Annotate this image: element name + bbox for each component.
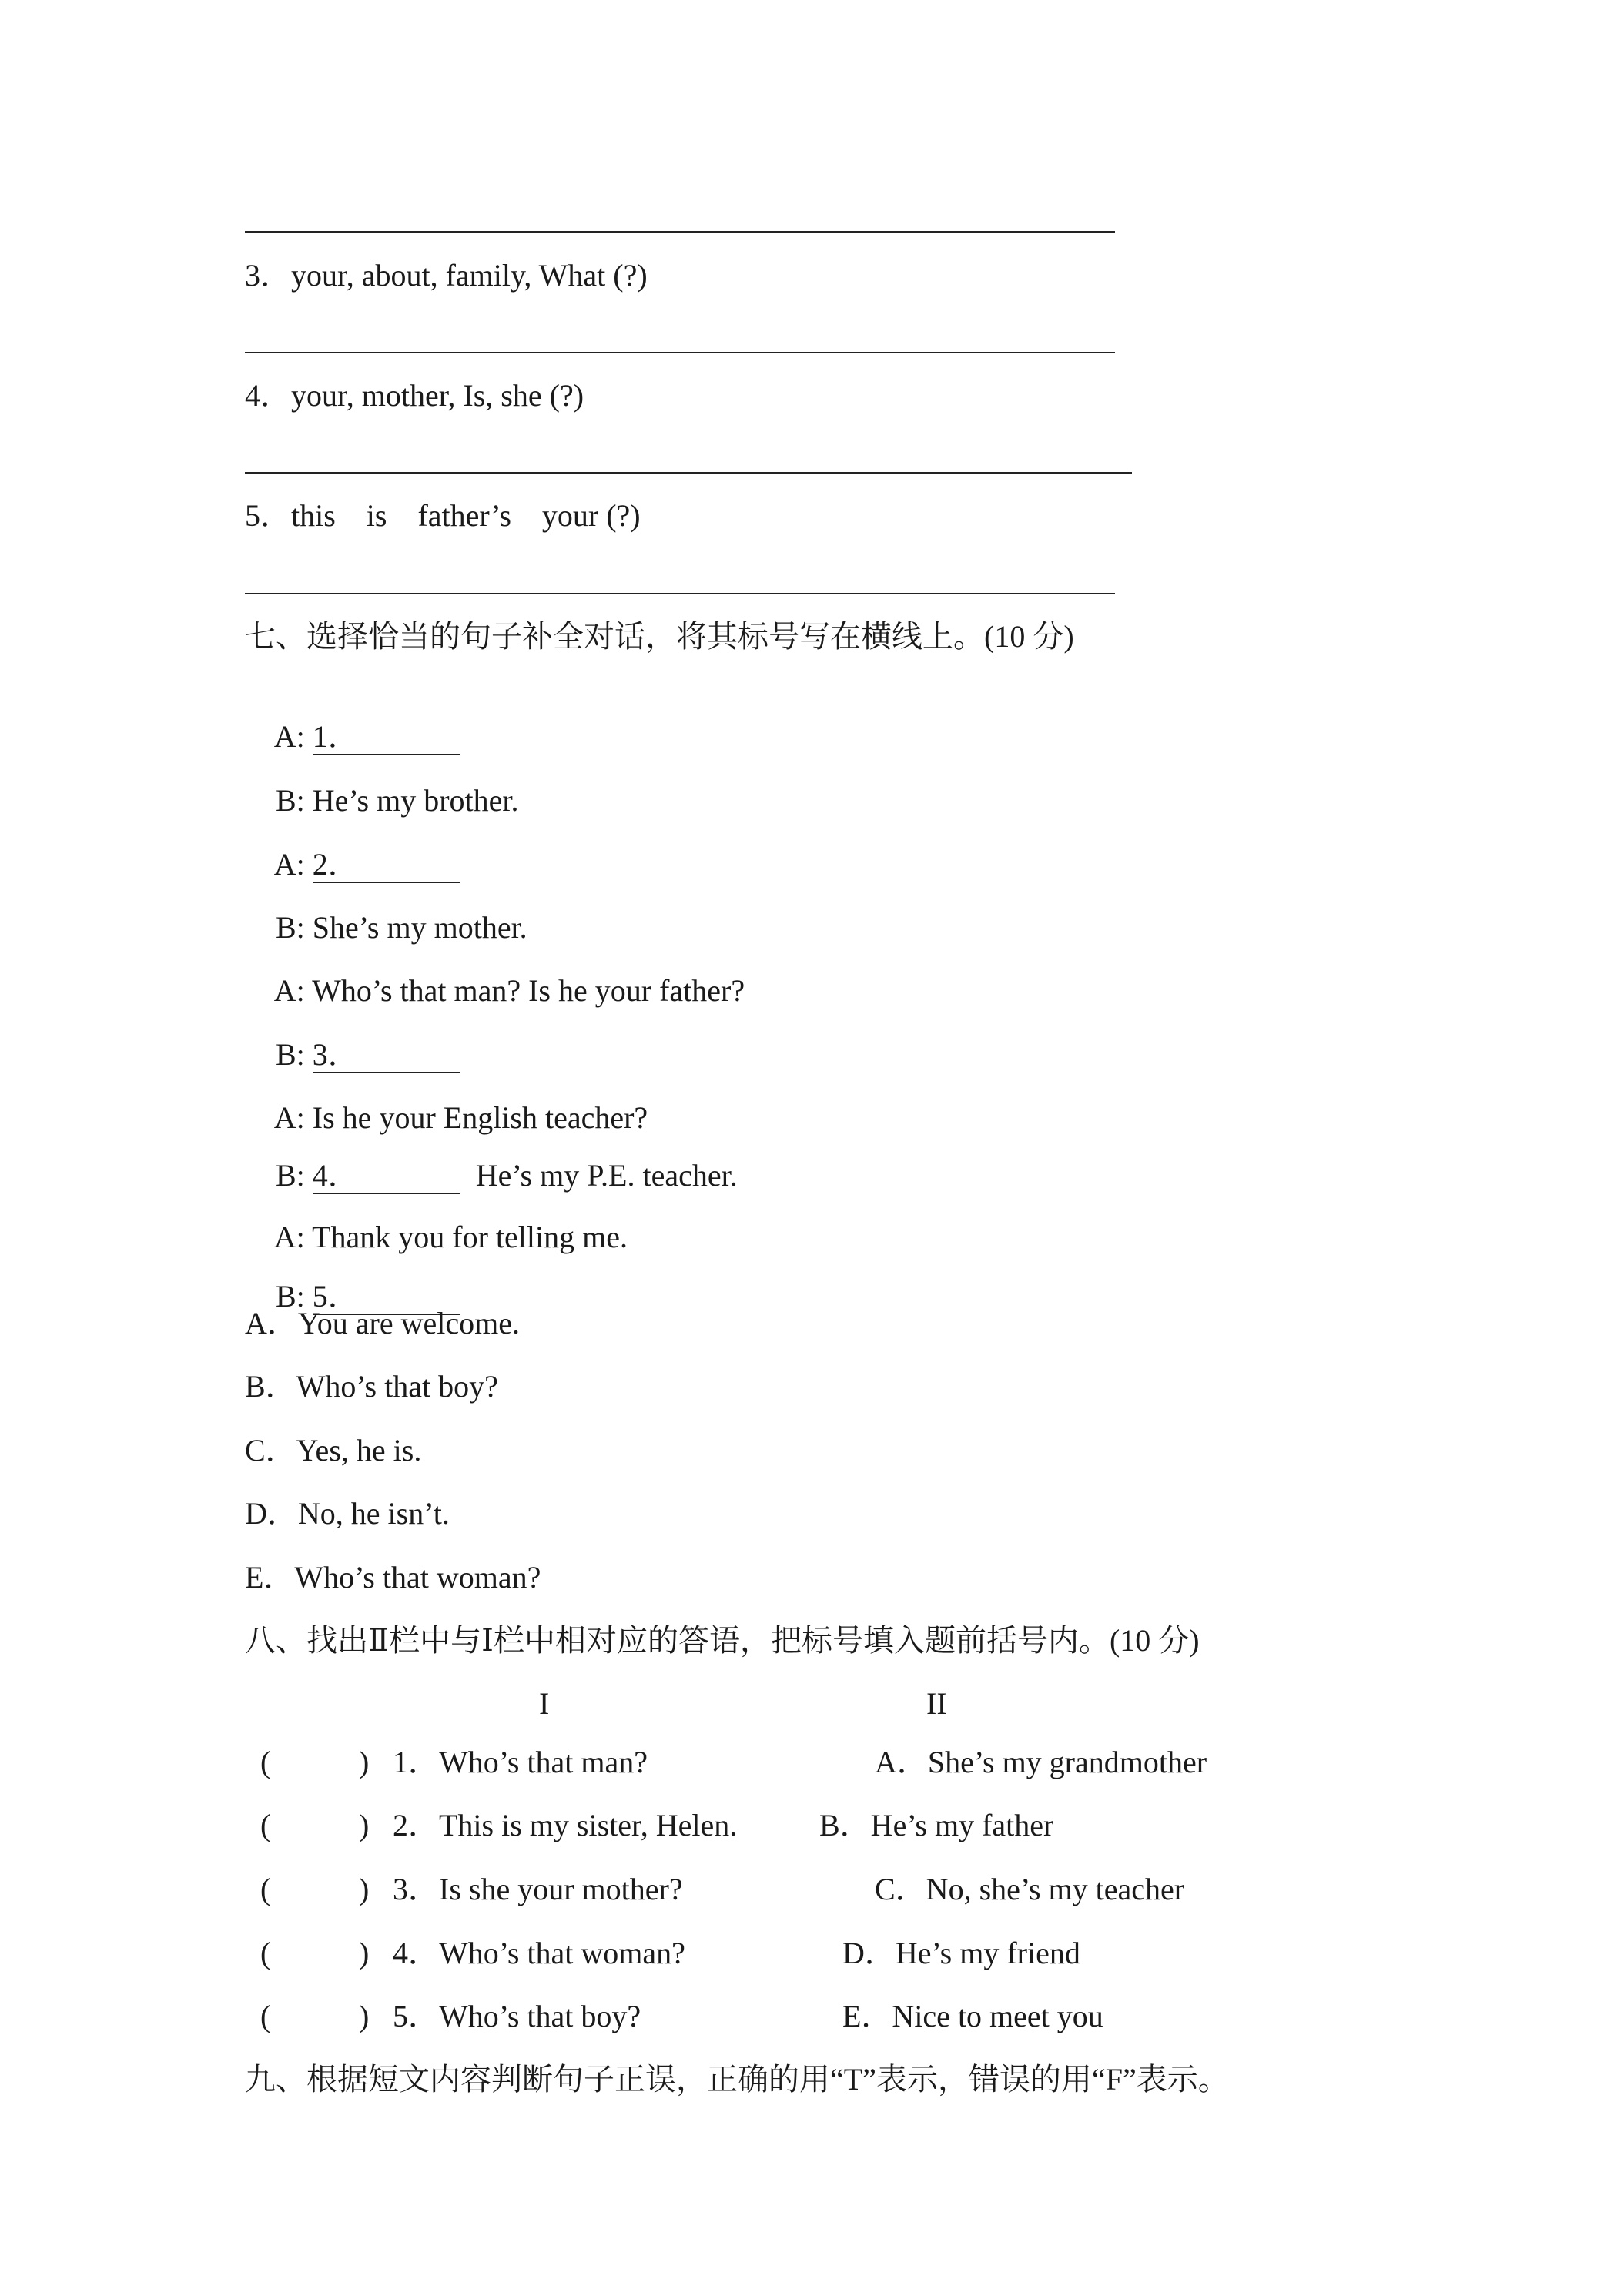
- match-question: 5．Who’s that boy?: [393, 1999, 641, 2033]
- answer-line[interactable]: [245, 352, 1115, 353]
- speaker-label: A:: [273, 973, 313, 1008]
- section-heading: 八、找出Ⅱ栏中与Ⅰ栏中相对应的答语，把标号填入题前括号内。(10 分): [245, 1623, 1200, 1658]
- option-item: C．Yes, he is.: [245, 1433, 422, 1468]
- speaker-label: B:: [276, 1158, 313, 1193]
- answer-blank[interactable]: 2．: [313, 848, 460, 883]
- dialogue-text: Who’s that man? Is he your father?: [312, 973, 745, 1008]
- answer-paren-open[interactable]: (: [260, 1745, 271, 1779]
- match-answer: B．He’s my father: [819, 1808, 1054, 1842]
- answer-blank[interactable]: 4．: [313, 1159, 460, 1194]
- section-heading: 七、选择恰当的句子补全对话，将其标号写在横线上。(10 分): [245, 619, 1074, 654]
- option-item: B．Who’s that boy?: [245, 1369, 498, 1404]
- dialogue-text: She’s my mother.: [312, 910, 527, 945]
- answer-line[interactable]: [245, 593, 1115, 594]
- option-item: E．Who’s that woman?: [245, 1560, 541, 1595]
- answer-paren-close: ): [359, 1745, 370, 1779]
- answer-blank[interactable]: 1．: [313, 720, 460, 755]
- dialogue-text: Thank you for telling me.: [312, 1220, 628, 1254]
- option-item: D．No, he isn’t.: [245, 1496, 450, 1531]
- match-question: 1．Who’s that man?: [393, 1745, 648, 1779]
- column-header-ii: II: [926, 1686, 947, 1721]
- answer-paren-close: ): [359, 1872, 370, 1906]
- speaker-label: B:: [276, 1279, 313, 1314]
- speaker-label: B:: [276, 1037, 313, 1072]
- answer-paren-open[interactable]: (: [260, 1936, 271, 1970]
- answer-blank[interactable]: 5．: [313, 1280, 460, 1315]
- match-row: [245, 1998, 1400, 2035]
- answer-paren-open[interactable]: (: [260, 1999, 271, 2033]
- match-answer: A．She’s my grandmother: [875, 1745, 1207, 1779]
- column-header-i: I: [539, 1686, 550, 1721]
- reorder-item: 4．your, mother, Is, she (?): [245, 378, 584, 413]
- dialogue-text: Is he your English teacher?: [312, 1100, 648, 1135]
- answer-blank[interactable]: 3．: [313, 1038, 460, 1073]
- answer-line[interactable]: [245, 472, 1132, 474]
- answer-paren-close: ): [359, 1936, 370, 1970]
- dialogue-text: He’s my P.E. teacher.: [460, 1158, 738, 1193]
- speaker-label: B:: [276, 783, 313, 818]
- match-row: [245, 1935, 1400, 1972]
- match-answer: D．He’s my friend: [842, 1936, 1080, 1970]
- match-answer: E．Nice to meet you: [842, 1999, 1103, 2033]
- answer-line[interactable]: [245, 231, 1115, 233]
- reorder-item: 5．this is father’s your (?): [245, 498, 641, 533]
- match-question: 2．This is my sister, Helen.: [393, 1808, 738, 1842]
- section-heading: 九、根据短文内容判断句子正误，正确的用“T”表示，错误的用“F”表示。: [245, 2062, 1229, 2097]
- speaker-label: A:: [273, 847, 313, 882]
- speaker-label: A:: [273, 719, 313, 754]
- match-question: 3．Is she your mother?: [393, 1872, 683, 1906]
- speaker-label: B:: [276, 910, 313, 945]
- match-row: [245, 1807, 1400, 1844]
- match-question: 4．Who’s that woman?: [393, 1936, 685, 1970]
- answer-paren-open[interactable]: (: [260, 1872, 271, 1906]
- speaker-label: A:: [273, 1100, 313, 1135]
- answer-paren-open[interactable]: (: [260, 1808, 271, 1842]
- reorder-item: 3．your, about, family, What (?): [245, 258, 648, 293]
- speaker-label: A:: [273, 1220, 313, 1254]
- match-row: [245, 1871, 1400, 1908]
- answer-paren-close: ): [359, 1999, 370, 2033]
- dialogue-text: He’s my brother.: [312, 783, 519, 818]
- match-row: [245, 1744, 1400, 1781]
- answer-paren-close: ): [359, 1808, 370, 1842]
- option-item: A．You are welcome.: [245, 1306, 520, 1340]
- match-answer: C．No, she’s my teacher: [875, 1872, 1185, 1906]
